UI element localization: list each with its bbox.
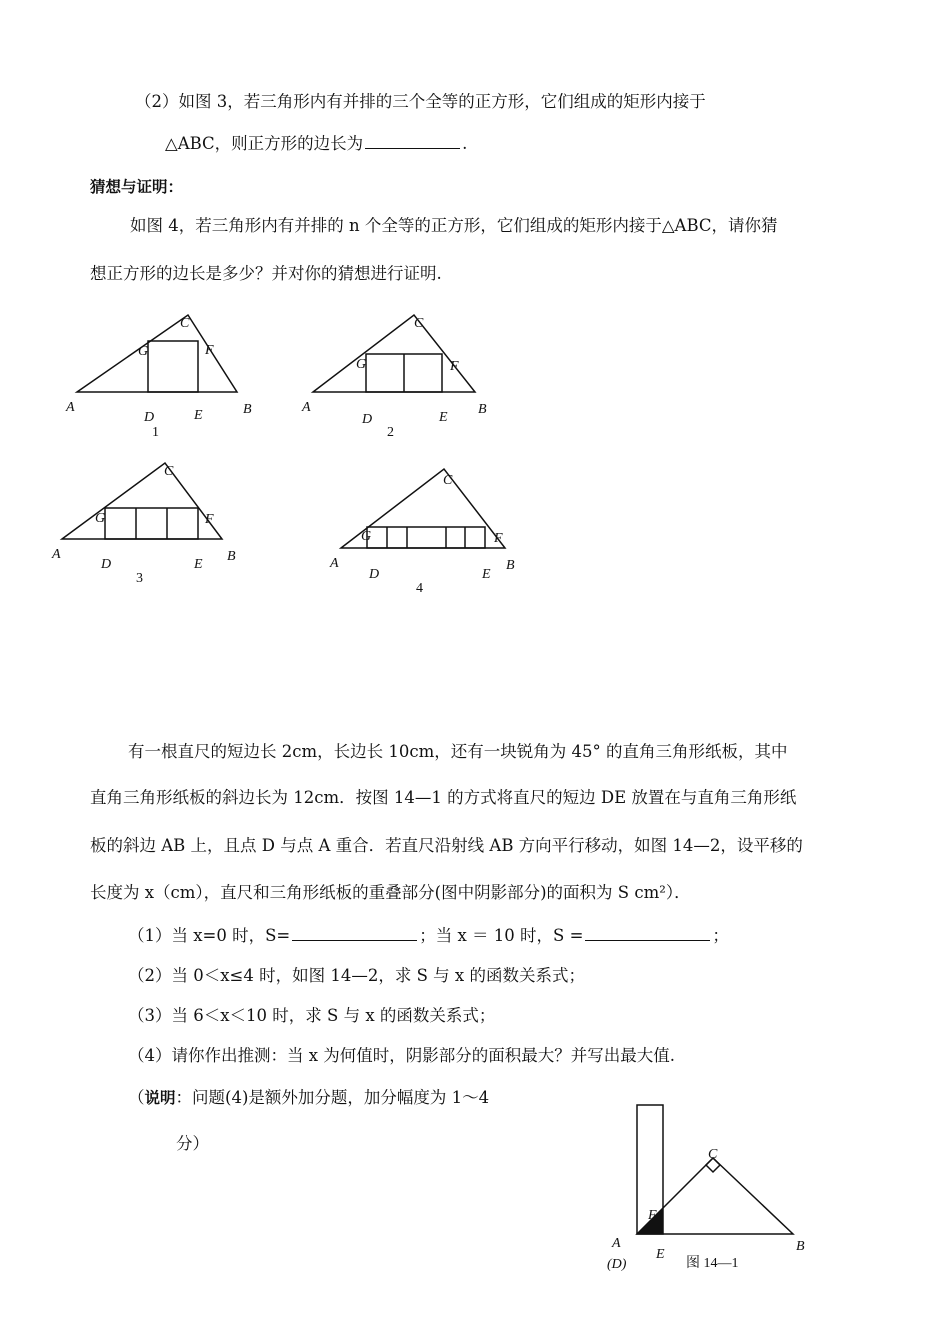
subquestion-2: （2）当 0＜x≤4 时，如图 14—2，求 S 与 x 的函数关系式； [128,966,585,985]
fig4-label-c: C [443,473,453,488]
note-line2: 分） [176,1134,209,1153]
fig1-label-c: C [180,316,190,331]
fig14-caption: 图 14—1 [686,1256,739,1271]
figure-3 [62,463,222,539]
fig14-label-d: (D) [607,1257,627,1272]
guess-line1: 如图 4，若三角形内有并排的 n 个全等的正方形，它们组成的矩形内接于△ABC，请你猜 [130,216,778,235]
answer-blank-1[interactable] [292,924,417,941]
fig2-label-e: E [439,410,448,425]
q2-line1: （2）如图 3，若三角形内有并排的三个全等的正方形，它们组成的矩形内接于 [135,92,706,111]
fig1-label-e: E [194,408,203,423]
fig2-number: 2 [387,425,394,440]
fig3-number: 3 [136,571,143,586]
fig4-label-e: E [482,567,491,582]
fig1-number: 1 [152,425,159,440]
fig4-label-d: D [369,567,380,582]
fig1-label-d: D [144,410,155,425]
fig3-label-g: G [95,511,106,526]
fig3-label-c: C [164,464,174,479]
fig14-label-b: B [796,1239,805,1254]
fig4-label-g: G [361,529,372,544]
fig2-label-a: A [302,400,311,415]
fig1-label-a: A [66,400,75,415]
fig3-label-d: D [101,557,112,572]
fig2-label-c: C [414,316,424,331]
fig2-label-g: G [356,357,367,372]
q2-line2-end: . [462,134,468,153]
guess-heading: 猜想与证明： [90,178,184,196]
fig3-label-e: E [194,557,203,572]
rectangle [105,508,198,539]
problem-line4: 长度为 x（cm），直尺和三角形纸板的重叠部分(图中阴影部分)的面积为 S cm²）． [90,883,691,902]
guess-line2: 想正方形的边长是多少？并对你的猜想进行证明. [90,264,442,283]
note-label: 说明 [144,1089,176,1107]
note-line1 [128,1086,489,1110]
fig1-label-f: F [205,343,214,358]
note-text: ：问题(4)是额外加分题，加分幅度为 1～4 [175,1088,490,1107]
fig2-label-f: F [450,359,459,374]
fig4-label-a: A [330,556,339,571]
square [148,341,198,392]
fig14-label-a: A [612,1236,621,1251]
rectangle [367,527,485,548]
subquestion-3: （3）当 6＜x＜10 时，求 S 与 x 的函数关系式； [128,1006,496,1025]
fig2-label-b: B [478,402,487,417]
fig3-label-f: F [205,512,214,527]
note-open: （ [128,1088,145,1107]
fig14-label-f: F [648,1208,657,1223]
fig1-label-g: G [138,344,149,359]
fig14-label-c: C [708,1147,718,1162]
fig4-label-b: B [506,558,515,573]
fig2-label-d: D [362,412,373,427]
subquestion-1-end: ； [712,926,729,945]
problem-line3: 板的斜边 AB 上，且点 D 与点 A 重合．若直尺沿射线 AB 方向平行移动，如图 14—2，设平移的 [90,836,803,855]
fig3-label-b: B [227,549,236,564]
answer-blank-2[interactable] [585,924,710,941]
problem-line1: 有一根直尺的短边长 2cm，长边长 10cm，还有一块锐角为 45° 的直角三角形纸板，其中 [128,742,788,761]
figure-2 [313,315,475,392]
subquestion-1 [128,924,729,948]
q2-line2-text: △ABC，则正方形的边长为 [165,134,364,153]
subquestion-1-part1: （1）当 x=0 时，S= [128,926,291,945]
fig14-label-e: E [656,1247,665,1262]
subquestion-1-part2: ；当 x ＝ 10 时，S = [419,926,584,945]
fig4-number: 4 [416,581,423,596]
fig4-label-f: F [494,531,503,546]
problem-line2: 直角三角形纸板的斜边长为 12cm．按图 14—1 的方式将直尺的短边 DE 放置在与直角三角形纸 [90,788,797,807]
fig3-label-a: A [52,547,61,562]
fig1-label-b: B [243,402,252,417]
subquestion-4: （4）请你作出推测：当 x 为何值时，阴影部分的面积最大？并写出最大值. [128,1046,676,1065]
